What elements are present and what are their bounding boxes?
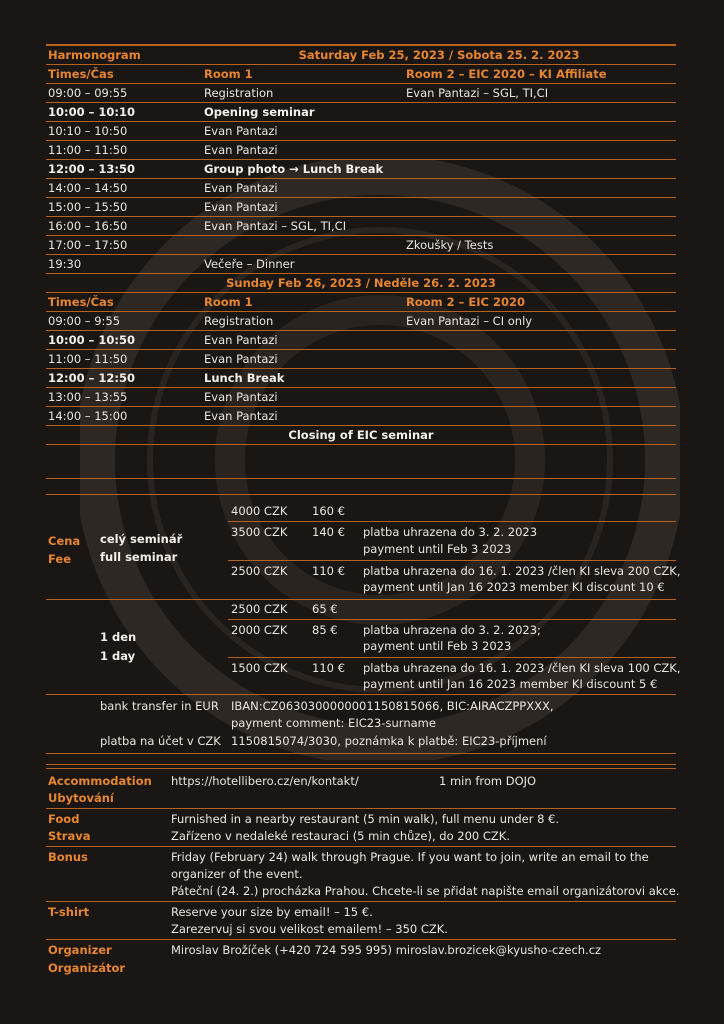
day1-room1: Evan Pantazi – SGL, TI,CI [202,217,404,236]
day1-row [46,255,676,274]
bank-label-en: bank transfer in EUR [100,699,219,713]
day1-room1-combined [202,160,404,179]
day2-time: 13:00 – 13:55 [46,388,202,407]
day1-room1: Evan Pantazi [202,179,404,198]
day1-row [46,141,676,160]
divider [228,560,676,561]
day1-room2 [404,179,676,198]
day2-row [46,369,676,388]
fee-full-czk: 3500 CZK [231,525,288,539]
fee-day-note-cz: platba uhrazena do 3. 2. 2023; [363,623,541,637]
day2-time: 09:00 – 9:55 [46,312,202,331]
day1-room1 [202,236,404,255]
divider [46,808,676,809]
bonus-text-3: Páteční (24. 2.) procházka Prahou. Chcete-li se přidat napište email organizátorovi akce. [171,884,680,898]
day1-room2 [404,103,676,122]
day2-row [46,407,676,426]
day1-room2 [404,141,676,160]
arrow-right-icon: → [289,162,299,176]
day1-date: Saturday Feb 25, 2023 / Sobota 25. 2. 2023 [202,45,676,65]
day1-room1: Večeře – Dinner [202,255,404,274]
divider [46,901,676,902]
divider [46,478,676,479]
fee-full-czk: 4000 CZK [231,504,288,518]
divider [46,753,676,754]
divider [228,619,676,620]
fee-full-note-cz: platba uhrazena do 3. 2. 2023 [363,525,538,539]
schedule-table [46,44,676,445]
fee-full-eur: 110 € [312,564,345,578]
day1-time: 10:10 – 10:50 [46,122,202,141]
day1-room2 [404,160,676,179]
lunch-break-label: Lunch Break [302,162,384,176]
day2-time: 11:00 – 11:50 [46,350,202,369]
day1-time: 12:00 – 13:50 [46,160,202,179]
day2-column-headers [46,293,676,312]
day2-room2 [404,331,676,350]
fee-day-czk: 2500 CZK [231,602,288,616]
fee-day-eur: 65 € [312,602,338,616]
day2-room2: Evan Pantazi – CI only [404,312,676,331]
fee-day-eur: 85 € [312,623,338,637]
day2-room2 [404,388,676,407]
day1-room1: Registration [202,84,404,103]
bank-czk-account: 1150815074/3030, poznámka k platbě: EIC23-příjmení [231,734,547,748]
day1-row [46,179,676,198]
one-day-cz: 1 den [100,630,137,644]
fee-full-note-en: payment until Feb 3 2023 [363,542,512,556]
closing-label: Closing of EIC seminar [46,426,676,445]
tshirt-label: T-shirt [48,905,90,919]
day1-time: 19:30 [46,255,202,274]
day1-room2 [404,198,676,217]
day1-time: 15:00 – 15:50 [46,198,202,217]
schedule-header-row [46,45,676,65]
harmonogram-title: Harmonogram [46,45,202,65]
day1-room2 [404,217,676,236]
divider [46,599,676,600]
full-seminar-cz: celý seminář [100,532,183,546]
day1-row [46,198,676,217]
day1-row [46,84,676,103]
bonus-label: Bonus [48,850,88,864]
day1-col-room2: Room 2 – EIC 2020 – KI Affiliate [404,65,676,84]
day1-time: 17:00 – 17:50 [46,236,202,255]
day2-room1: Evan Pantazi [202,350,404,369]
day1-col-room1: Room 1 [202,65,404,84]
day1-time: 14:00 – 14:50 [46,179,202,198]
group-photo-label: Group photo [204,162,286,176]
divider [228,657,676,658]
day1-room1: Evan Pantazi [202,141,404,160]
day1-room1: Opening seminar [202,103,404,122]
organizer-label: Organizer [48,943,112,957]
day1-room2 [404,255,676,274]
day1-row [46,103,676,122]
bank-comment: payment comment: EIC23-surname [231,716,436,730]
day1-room2 [404,122,676,141]
food-label: Food [48,812,80,826]
fee-full-eur: 140 € [312,525,345,539]
accommodation-label: Accommodation [48,774,152,788]
day2-room2 [404,369,676,388]
day1-room2: Evan Pantazi – SGL, TI,CI [404,84,676,103]
fee-label-en: Fee [48,552,71,566]
full-seminar-en: full seminar [100,550,178,564]
day1-row [46,160,676,179]
day1-room1: Evan Pantazi [202,198,404,217]
bonus-text-2: organizer of the event. [171,867,303,881]
one-day-en: 1 day [100,649,136,663]
day2-date: Sunday Feb 26, 2023 / Neděle 26. 2. 2023 [46,274,676,293]
day2-col-room2: Room 2 – EIC 2020 [404,293,676,312]
day2-col-room1: Room 1 [202,293,404,312]
fee-full-note-cz: platba uhrazena do 16. 1. 2023 /člen KI sleva 200 CZK, [363,564,681,578]
fee-full-note-en: payment until Jan 16 2023 member KI discount 10 € [363,580,665,594]
day2-room1: Evan Pantazi [202,388,404,407]
day2-row [46,312,676,331]
day2-room2 [404,350,676,369]
divider [46,694,676,695]
day2-room1: Evan Pantazi [202,407,404,426]
food-label-cz: Strava [48,829,91,843]
day2-room1: Registration [202,312,404,331]
fee-label-cz: Cena [48,534,81,548]
food-text-cz: Zařízeno v nedaleké restauraci (5 min chůze), do 200 CZK. [171,829,511,843]
day1-row [46,122,676,141]
fee-day-czk: 1500 CZK [231,661,288,675]
day2-row [46,350,676,369]
accommodation-link[interactable]: https://hotellibero.cz/en/kontakt/ [171,774,359,788]
fee-day-eur: 110 € [312,661,345,675]
day1-room2: Zkoušky / Tests [404,236,676,255]
divider [46,494,676,495]
divider [46,764,676,765]
divider [46,846,676,847]
day1-row [46,236,676,255]
fee-day-note-en: payment until Feb 3 2023 [363,639,512,653]
closing-row [46,426,676,445]
day2-room2 [404,407,676,426]
day1-room1: Evan Pantazi [202,122,404,141]
organizer-contact[interactable]: Miroslav Brožíček (+420 724 595 995) miroslav.brozicek@kyusho-czech.cz [171,943,602,957]
day2-time: 14:00 – 15:00 [46,407,202,426]
fee-full-czk: 2500 CZK [231,564,288,578]
day1-time: 11:00 – 11:50 [46,141,202,160]
day2-col-time: Times/Čas [46,293,202,312]
day2-row [46,331,676,350]
day1-col-time: Times/Čas [46,65,202,84]
accommodation-label-cz: Ubytování [48,791,114,805]
day2-date-row [46,274,676,293]
fee-day-note-en: payment until Jan 16 2023 member KI discount 5 € [363,677,658,691]
day1-column-headers [46,65,676,84]
fee-day-czk: 2000 CZK [231,623,288,637]
day1-time: 16:00 – 16:50 [46,217,202,236]
day1-time: 09:00 – 09:55 [46,84,202,103]
day1-row [46,217,676,236]
tshirt-text-en: Reserve your size by email! – 15 €. [171,905,373,919]
bank-label-cz: platba na účet v CZK [100,734,221,748]
divider [228,521,676,522]
day2-room1: Evan Pantazi [202,331,404,350]
food-text-en: Furnished in a nearby restaurant (5 min walk), full menu under 8 €. [171,812,560,826]
tshirt-text-cz: Zarezervuj si svou velikost emailem! – 350 CZK. [171,922,448,936]
bank-iban: IBAN:CZ0630300000001150815066, BIC:AIRACZPPXXX, [231,699,554,713]
fee-full-eur: 160 € [312,504,345,518]
accommodation-note: 1 min from DOJO [439,774,537,788]
day2-time: 12:00 – 12:50 [46,369,202,388]
divider [46,768,676,769]
fee-day-note-cz: platba uhrazena do 16. 1. 2023 /člen KI sleva 100 CZK, [363,661,681,675]
divider [46,939,676,940]
day1-time: 10:00 – 10:10 [46,103,202,122]
organizer-label-cz: Organizátor [48,961,126,975]
bonus-text-1: Friday (February 24) walk through Prague. If you want to join, write an email to the [171,850,649,864]
day2-time: 10:00 – 10:50 [46,331,202,350]
day2-room1: Lunch Break [202,369,404,388]
day2-row [46,388,676,407]
